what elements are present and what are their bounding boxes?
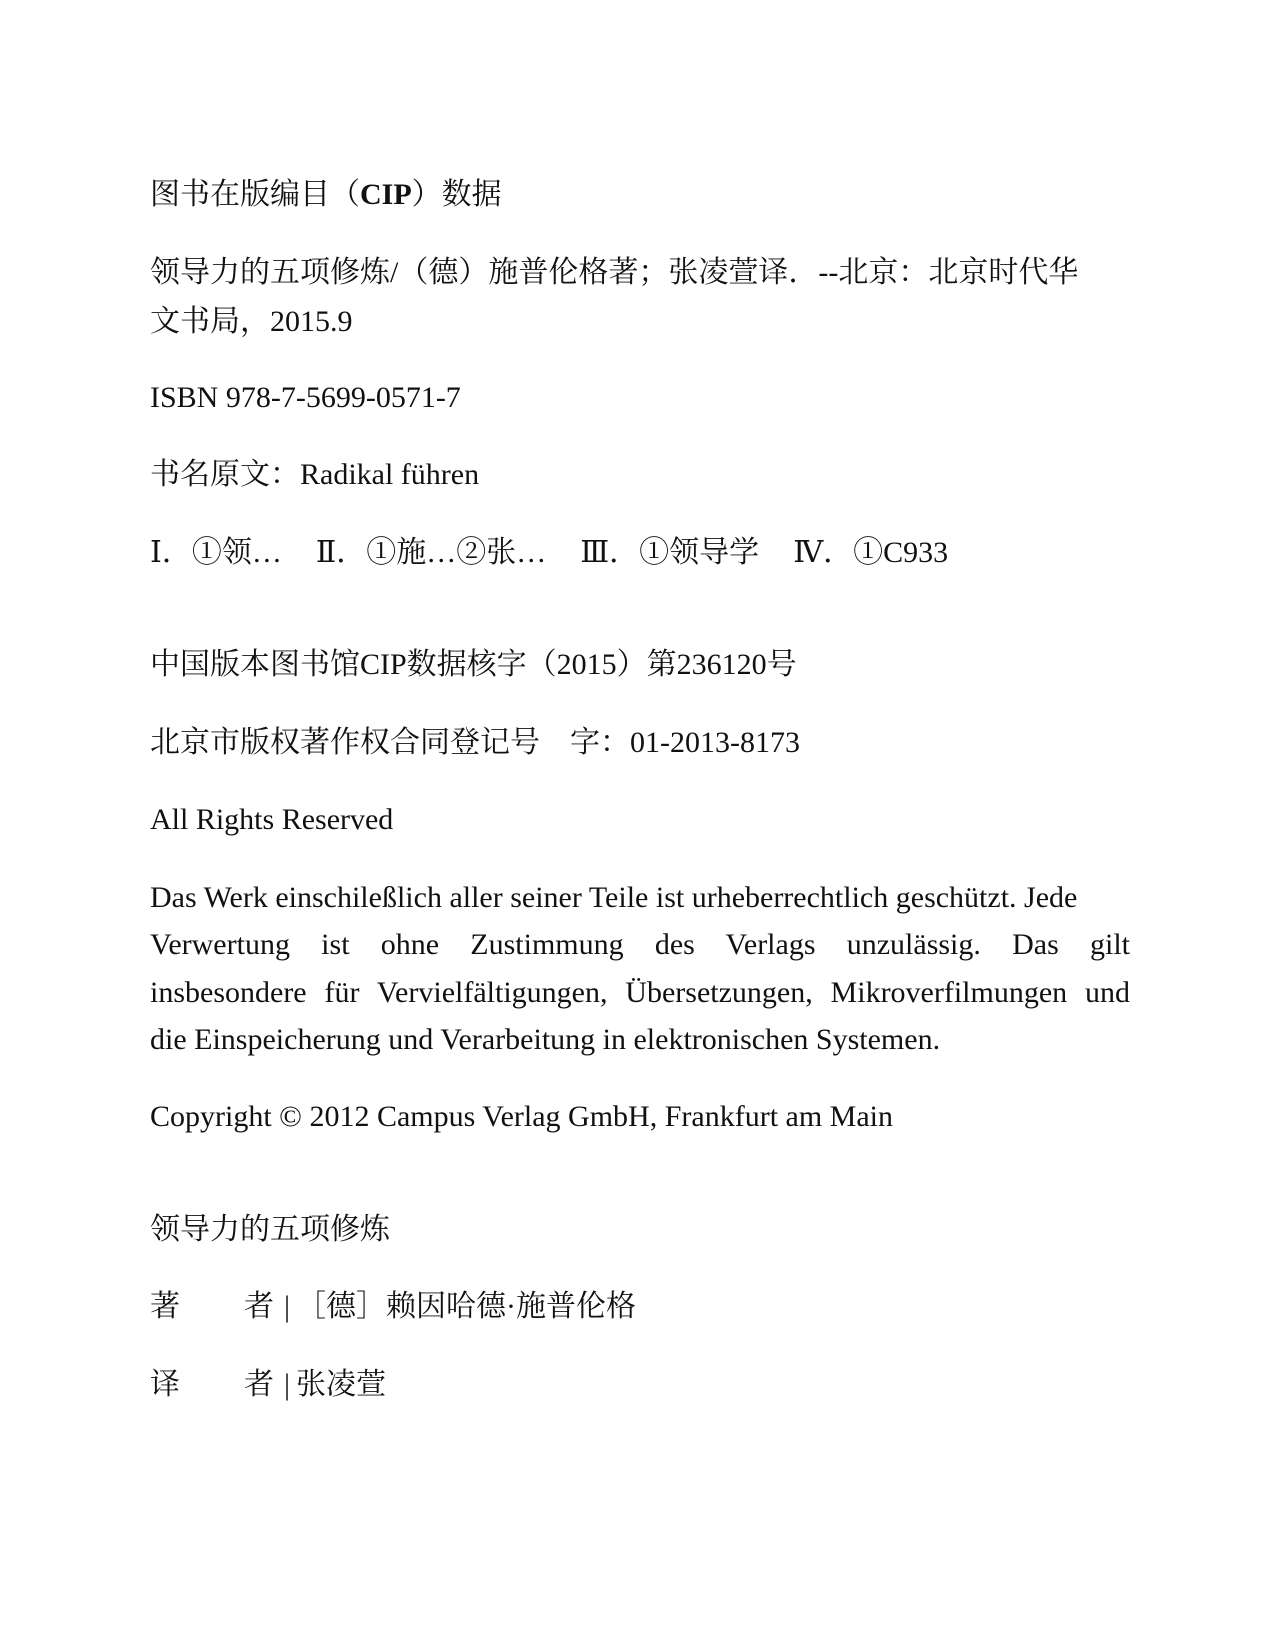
- all-rights-reserved: All Rights Reserved: [150, 803, 394, 836]
- rights-notice-line-4: die Einspeicherung und Verarbeitung in elektronischen Systemen.: [150, 1023, 941, 1056]
- cip-heading-bold: CIP: [360, 178, 412, 211]
- classification-line: [150, 528, 948, 578]
- cip-title-line-1: 领导力的五项修炼/（德）施普伦格著；张凌萱译．--北京：北京时代华: [150, 256, 1079, 289]
- rights-notice-line-1: Das Werk einschileßlich aller seiner Teile ist urheberrechtlich geschützt. Jede: [150, 881, 1078, 914]
- cip-heading-prefix: 图书在版编目（: [150, 178, 360, 211]
- copyright-line: Copyright © 2012 Campus Verlag GmbH, Frankfurt am Main: [150, 1100, 893, 1133]
- author-label-char-2: 者: [244, 1290, 274, 1323]
- copyright-registration: 北京市版权著作权合同登记号 字：01-2013-8173: [150, 726, 800, 759]
- original-title: 书名原文：Radikal führen: [150, 458, 480, 491]
- cip-title-line-2: 文书局，2015.9: [150, 305, 353, 338]
- rights-notice-line-2: Verwertung ist ohne Zustimmung des Verlags unzulässig. Das gilt: [150, 928, 1130, 961]
- rights-notice-line-3: insbesondere für Vervielfältigungen, Übersetzungen, Mikroverfilmungen und: [150, 976, 1130, 1009]
- author-separator: |: [284, 1290, 291, 1323]
- classification-part-1: Ⅰ．①领…: [150, 536, 282, 569]
- cip-heading: [150, 170, 502, 220]
- translator-name: 张凌萱: [296, 1368, 387, 1401]
- isbn: ISBN 978-7-5699-0571-7: [150, 381, 461, 414]
- author-label-char-1: 著: [150, 1290, 180, 1323]
- translator-line: [150, 1360, 386, 1410]
- author-name: ［德］赖因哈德·施普伦格: [296, 1290, 637, 1323]
- book-title: 领导力的五项修炼: [150, 1213, 390, 1246]
- translator-label-char-1: 译: [150, 1368, 180, 1401]
- classification-part-4: Ⅳ．①C933: [793, 536, 949, 569]
- cip-number: 中国版本图书馆CIP数据核字（2015）第236120号: [150, 648, 797, 681]
- classification-part-2: Ⅱ．①施…②张…: [315, 536, 547, 569]
- cip-heading-suffix: ）数据: [411, 178, 502, 211]
- author-line: [150, 1282, 636, 1332]
- classification-part-3: Ⅲ．①领导学: [580, 536, 760, 569]
- translator-separator: |: [284, 1368, 291, 1401]
- translator-label-char-2: 者: [244, 1368, 274, 1401]
